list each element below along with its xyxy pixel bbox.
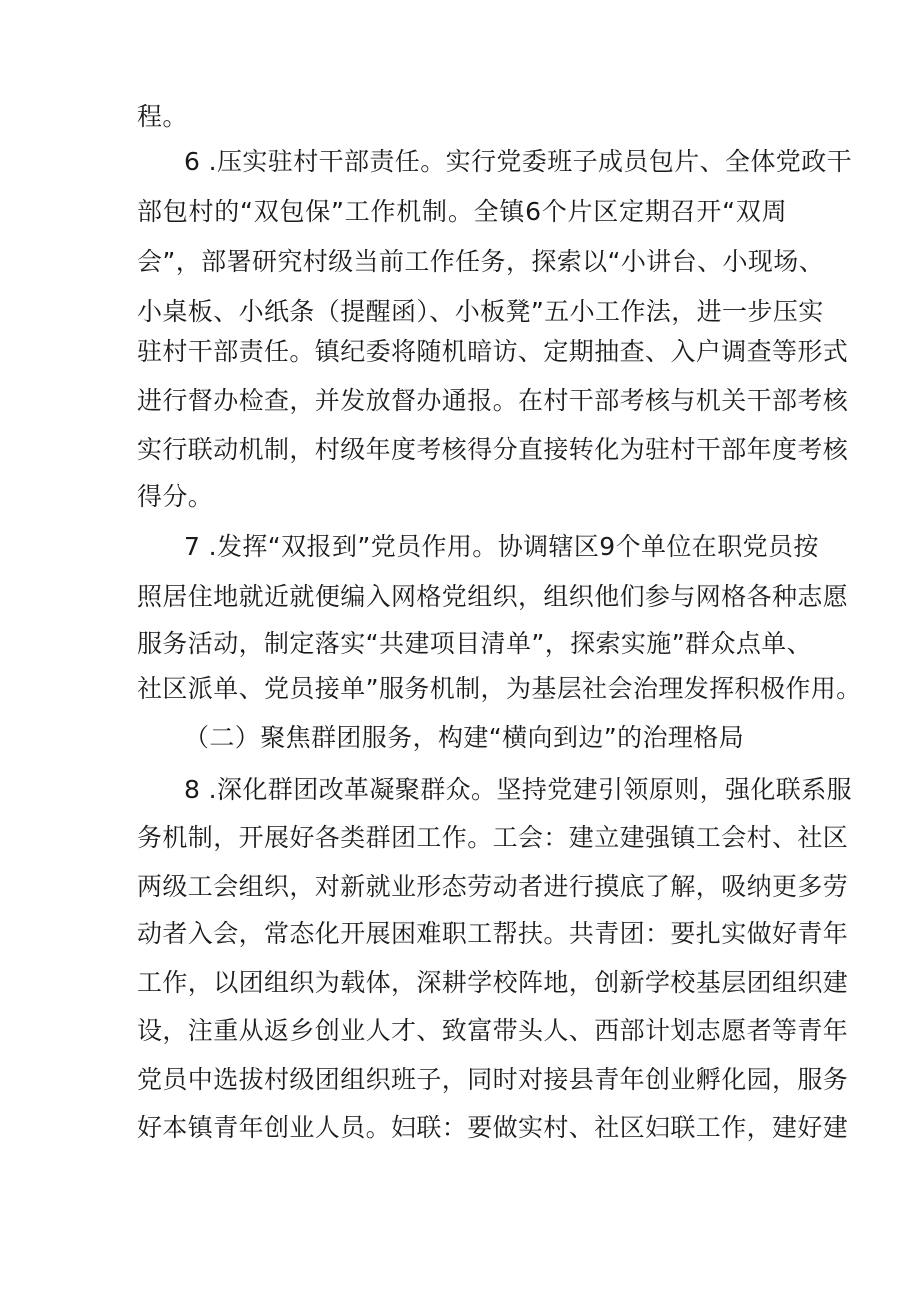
paragraph-line: 进行督办检查，并发放督办通报。在村干部考核与机关干部考核: [137, 386, 849, 415]
paragraph-line: 两级工会组织，对新就业形态劳动者进行摸底了解，吸纳更多劳: [137, 872, 849, 901]
paragraph-line: 党员中选拔村级团组织班子，同时对接县青年创业孵化园，服务: [137, 1065, 849, 1094]
paragraph-line: 得分。: [137, 482, 214, 511]
paragraph-line: 部包村的“双包保”工作机制。全镇6个片区定期召开“双周: [137, 197, 787, 226]
paragraph-line: 务机制，开展好各类群团工作。工会：建立建强镇工会村、社区: [137, 823, 849, 852]
paragraph-line: 好本镇青年创业人员。妇联：要做实村、社区妇联工作，建好建: [137, 1113, 849, 1142]
paragraph-line: 设，注重从返乡创业人才、致富带头人、西部计划志愿者等青年: [137, 1016, 849, 1045]
paragraph-line: 8 .深化群团改革凝聚群众。坚持党建引领原则，强化联系服: [184, 775, 853, 804]
paragraph-line: 程。: [137, 102, 188, 131]
paragraph-line: 动者入会，常态化开展困难职工帮扶。共青团：要扎实做好青年: [137, 919, 849, 948]
paragraph-line: 工作，以团组织为载体，深耕学校阵地，创新学校基层团组织建: [137, 968, 849, 997]
section-heading: （二）聚焦群团服务，构建“横向到边”的治理格局: [184, 723, 745, 752]
paragraph-line: 实行联动机制，村级年度考核得分直接转化为驻村干部年度考核: [137, 435, 849, 464]
paragraph-line: 小桌板、小纸条（提醒函）、小板凳”五小工作法，进一步压实: [137, 297, 824, 326]
paragraph-line: 7 .发挥“双报到”党员作用。协调辖区9个单位在职党员按: [184, 532, 819, 561]
paragraph-line: 社区派单、党员接单”服务机制，为基层社会治理发挥积极作用。: [137, 674, 862, 703]
paragraph-line: 服务活动，制定落实“共建项目清单”，探索实施”群众点单、: [137, 629, 813, 658]
paragraph-line: 会”，部署研究村级当前工作任务，探索以“小讲台、小现场、: [137, 247, 825, 276]
paragraph-line: 照居住地就近就便编入网格党组织，组织他们参与网格各种志愿: [137, 582, 849, 611]
paragraph-line: 6 .压实驻村干部责任。实行党委班子成员包片、全体党政干: [184, 147, 853, 176]
paragraph-line: 驻村干部责任。镇纪委将随机暗访、定期抽查、入户调查等形式: [137, 337, 849, 366]
